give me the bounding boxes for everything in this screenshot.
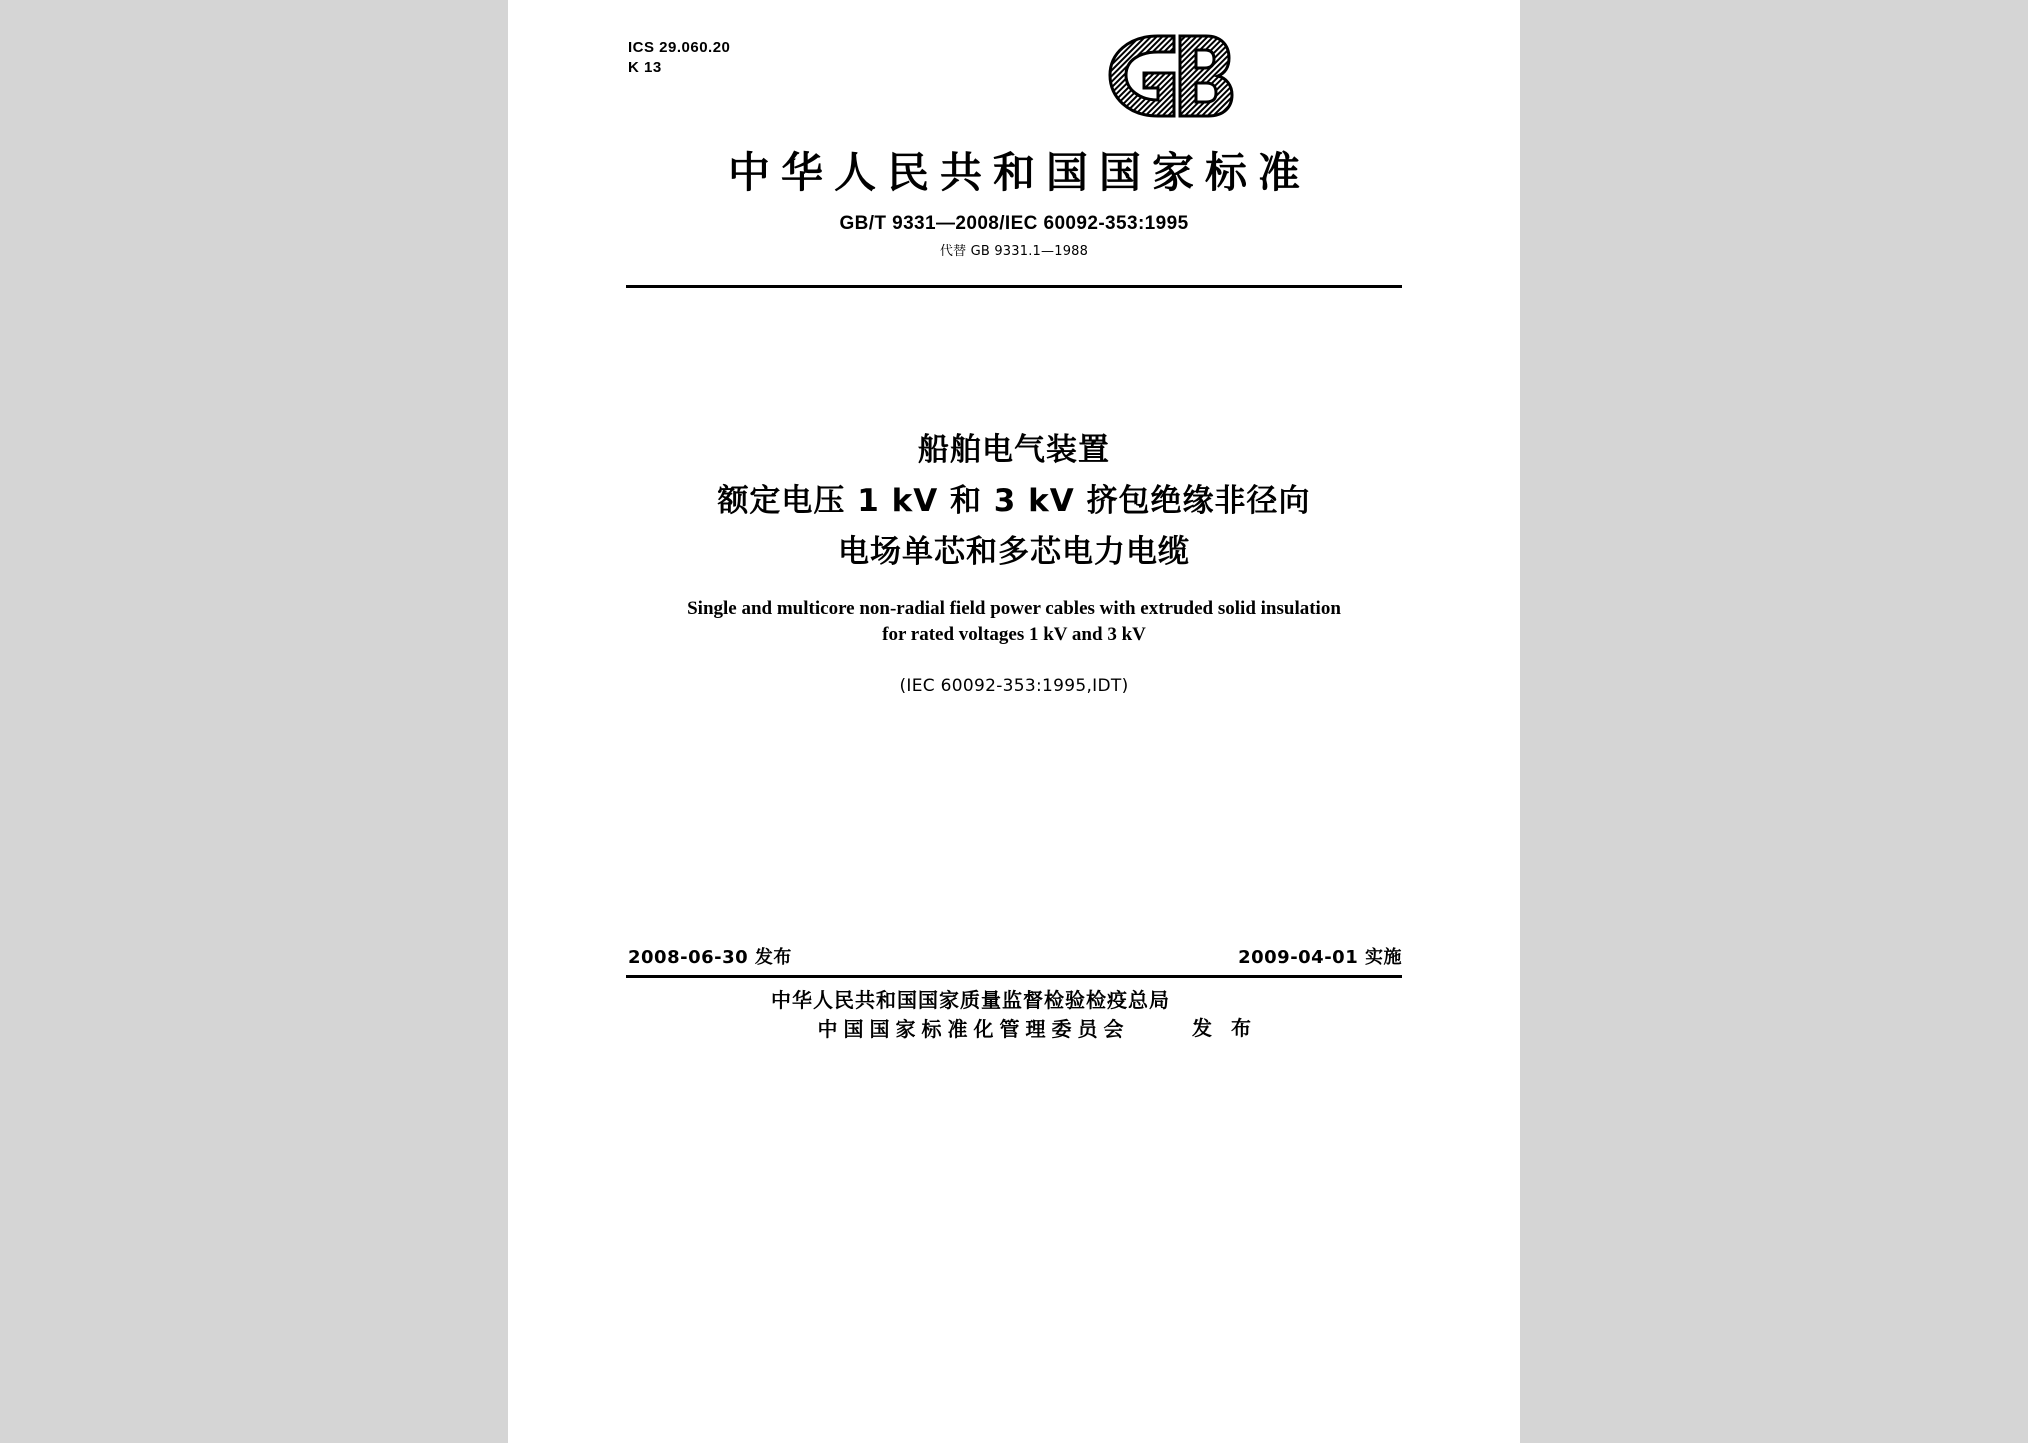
- classification-code: K 13: [628, 59, 662, 76]
- standard-number: GB/T 9331—2008/IEC 60092-353:1995: [839, 213, 1189, 234]
- gb-logo-icon: [1096, 28, 1236, 120]
- document-title-line-1: 船舶电气装置: [918, 432, 1110, 468]
- document-title: [614, 425, 1414, 578]
- divider-top: [626, 285, 1402, 288]
- effective-date: 2009-04-01 实施: [1238, 947, 1402, 968]
- document-title-english-line-2: for rated voltages 1 kV and 3 kV: [882, 624, 1146, 645]
- publisher-block: [508, 986, 1520, 1044]
- publisher-verb: 发 布: [1192, 1015, 1257, 1040]
- document-title-line-3: 电场单芯和多芯电力电缆: [838, 534, 1190, 570]
- document-title-english: [594, 596, 1434, 648]
- national-standard-heading: 中华人民共和国国家标准: [727, 148, 1311, 197]
- publisher-names: [771, 986, 1170, 1044]
- issue-date: 2008-06-30 发布: [628, 947, 792, 968]
- divider-bottom: [626, 975, 1402, 978]
- document-title-english-line-1: Single and multicore non-radial field power cables with extruded solid insulation: [687, 598, 1341, 619]
- ics-classification-block: [628, 38, 730, 78]
- publisher-line-1: 中华人民共和国国家质量监督检验检疫总局: [771, 988, 1171, 1012]
- document-page: [508, 0, 1520, 1443]
- standard-replaces: 代替 GB 9331.1—1988: [939, 244, 1089, 259]
- ics-number: ICS 29.060.20: [628, 39, 731, 56]
- equivalence-note: (IEC 60092-353:1995,IDT): [899, 676, 1129, 696]
- page-content: [508, 0, 1520, 1443]
- publisher-line-2: 中国国家标准化管理委员会: [817, 1017, 1130, 1041]
- document-title-line-2: 额定电压 1 kV 和 3 kV 挤包绝缘非径向: [717, 483, 1311, 519]
